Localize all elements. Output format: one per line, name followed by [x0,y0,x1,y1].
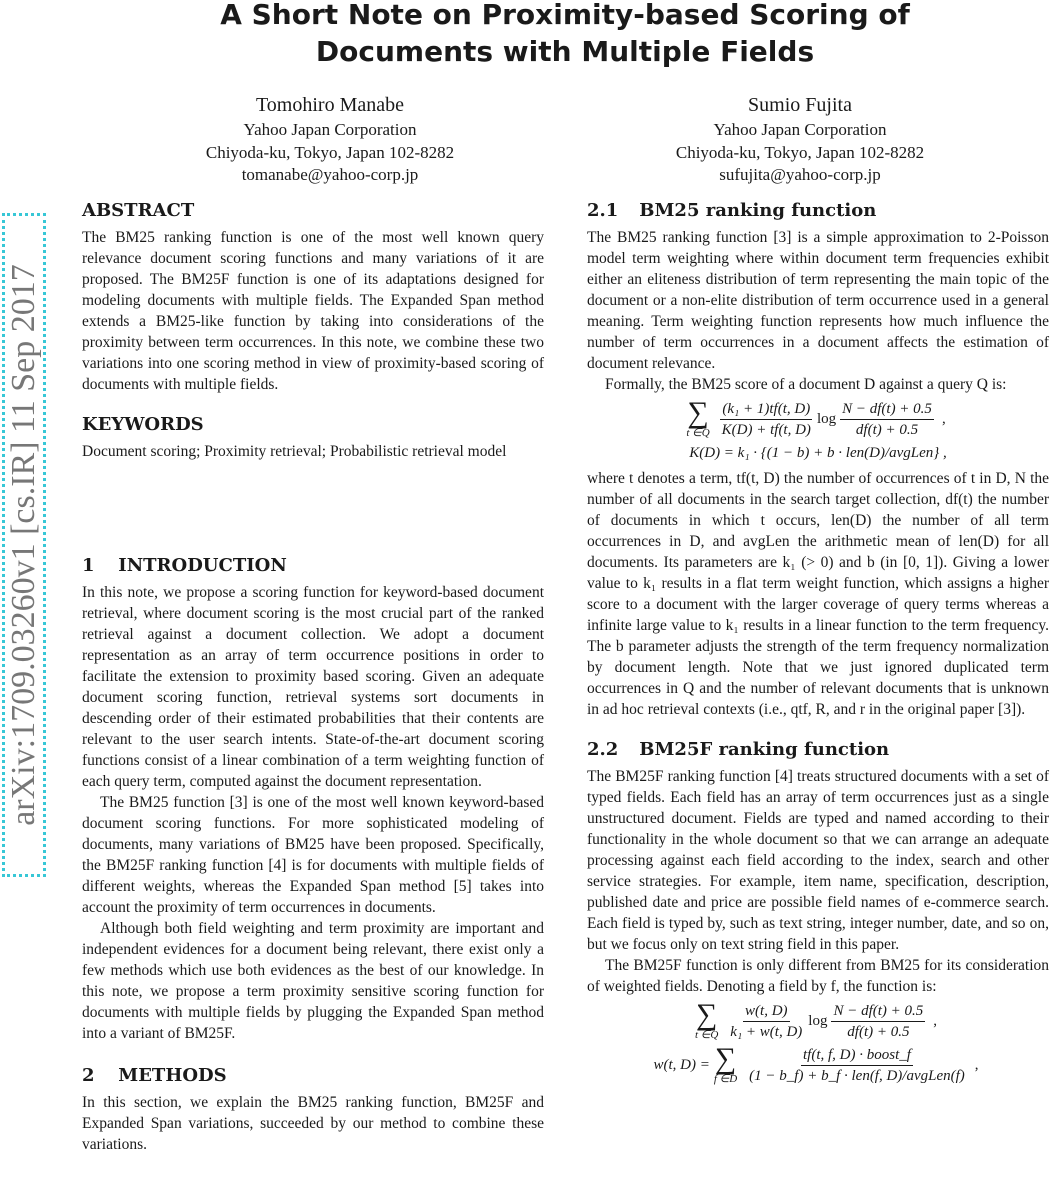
fraction [728,1002,804,1041]
abstract-text: The BM25 ranking function is one of the most well known query relevance document scoring functions and many variations of it are proposed. The BM25F function is one of its adaptations designed for modeling documents with multiple fields. The Expanded Span method extends a BM25-like function by taking into considerations of the proximity between term occurrences. In this note, we combine these two variations into one scoring method in view of proximity-based scoring of documents with multiple fields. [82,229,544,393]
fraction [720,400,813,439]
denominator: K(D) + tf(t, D) [721,421,811,438]
bm25f-paragraph-1: The BM25F ranking function [4] treats structured documents with a set of typed fields. Each field has an array of term occurrences just as a single unstructured document. Fields are typed and named according to their functionality in the whole document so that we can arrange an adequate processing against each field according to the index, search and other service strategies. For example, item name, specification, description, published date and price are possible field names of e-commerce search. Each field is typed by, such as text string, integer number, date, and so on, but we focus only on text string field in this paper. [587,768,1049,953]
summation-index: f ∈D [713,1073,738,1085]
numerator: N − df(t) + 0.5 [840,400,934,420]
keywords-text: Document scoring; Proximity retrieval; Probabilistic retrieval model [82,443,507,460]
denominator: k₁ + w(t, D) [730,1023,803,1040]
summation: ∑ t ∈Q [686,396,710,439]
bm25-score-equation [587,396,1049,439]
bm25f-score-equation [587,998,1049,1041]
arxiv-stamp-text: arXiv:1709.03260v1 [cs.IR] 11 Sep 2017 [5,264,42,826]
title-line-1: A Short Note on Proximity-based Scoring of [220,0,910,31]
author-block-2 [620,93,980,187]
section-number: 2 [82,1065,95,1086]
abstract-heading: ABSTRACT [82,200,195,221]
log-operator: log [808,1012,828,1029]
bm25-paragraph-3: where t denotes a term, tf(t, D) the number of occurrences of t in D, N the number of all documents in the search target collection, df(t) the number of documents in which t occurs, len(D) the number of all term occurrences in D, and avgLen the arithmetic mean of len(D) for all documents. Its parameters are k₁ (> 0) and b (in [0, 1]). Giving a lower value to k₁ results in a flat term weight function, which assigns a higher score to a document with the larger coverage of query terms whereas a infinite large value to k₁ results in a linear function to the term frequency. The b parameter adjusts the strength of the term frequency normalization by document length. Note that we just ignored duplicated term occurrences in Q and the number of relevant documents that is unknown in ad hoc retrieval contexts (i.e., qtf, R, and r in the original paper [3]). [587,470,1049,718]
author-name: Tomohiro Manabe [255,94,404,116]
fraction [831,1002,925,1041]
author-block-1 [150,93,510,187]
methods-heading [82,1064,544,1088]
bm25f-heading [587,738,1049,762]
equation-tail: , [974,1056,979,1073]
fraction [747,1046,967,1085]
right-column [587,199,1049,1089]
numerator: tf(t, f, D) · boost_f [801,1046,913,1066]
author-address: Chiyoda-ku, Tokyo, Japan 102-8282 [675,142,925,162]
section-title: METHODS [118,1065,227,1086]
equation-tail: , [933,1012,938,1029]
author-email[interactable]: sufujita@yahoo-corp.jp [719,165,881,184]
title-line-2: Documents with Multiple Fields [315,35,815,68]
section-number: 1 [82,555,95,576]
section-title: INTRODUCTION [118,555,287,576]
introduction-heading [82,554,544,578]
summation-index: t ∈Q [694,1029,719,1041]
field-weight-equation [587,1042,1049,1085]
summation-index: t ∈Q [686,427,710,439]
k-definition-equation: K(D) = k₁ · {(1 − b) + b · len(D)/avgLen} , [689,445,947,461]
paper-title [80,0,1050,70]
arxiv-stamp [2,213,46,877]
keywords-heading: KEYWORDS [82,414,204,435]
bm25-heading [587,199,1049,223]
denominator: (1 − b_f) + b_f · len(f, D)/avgLen(f) [749,1067,965,1084]
intro-paragraph-2: The BM25 function [3] is one of the most well known keyword-based document scoring functions. For more sophisticated modeling of documents, many variations of BM25 have been proposed. Specifically, the BM25F ranking function [4] is for documents with multiple fields of different weights, whereas the Expanded Span method [5] takes into account the proximity of term occurrences in documents. [82,794,544,916]
intro-paragraph-1: In this note, we propose a scoring function for keyword-based document retrieval, where document scoring is the most crucial part of the ranked retrieval against a document collection. We adopt a document representation as an array of term occurrence positions in order to facilitate the extension to proximity based scoring. Given an adequate document scoring function, retrieval systems sort documents in descending order of their estimated probabilities that their contents are relevant to the user search intents. State-of-the-art document scoring functions consist of a linear combination of a term weighting function of each query term, computed against the document representation. [82,584,544,790]
fraction [840,400,934,439]
summation: ∑ f ∈D [713,1042,738,1085]
methods-text: In this section, we explain the BM25 ranking function, BM25F and Expanded Span variations, succeeded by our method to combine these variations. [82,1094,544,1153]
author-email[interactable]: tomanabe@yahoo-corp.jp [241,165,419,184]
section-title: BM25 ranking function [639,200,877,221]
numerator: w(t, D) [743,1002,790,1022]
author-name: Sumio Fujita [748,94,852,116]
bm25-paragraph-2: Formally, the BM25 score of a document D against a query Q is: [605,376,1007,393]
numerator: N − df(t) + 0.5 [831,1002,925,1022]
bm25-paragraph-1: The BM25 ranking function [3] is a simple approximation to 2-Poisson model term weighting where within document term frequencies exhibit either an eliteness distribution of term representing the main topic of the document or a non-elite distribution of term occurrence used in a general meaning. Term weighting function represents how much influence the number of term occurrences in a document affects the estimation of document relevance. [587,229,1049,372]
denominator: df(t) + 0.5 [847,1023,910,1040]
numerator: (k₁ + 1)tf(t, D) [720,400,812,420]
section-number: 2.2 [587,739,619,760]
author-affiliation: Yahoo Japan Corporation [713,120,887,139]
summation: ∑ t ∈Q [694,998,719,1041]
log-operator: log [816,410,837,427]
author-address: Chiyoda-ku, Tokyo, Japan 102-8282 [205,142,455,162]
section-number: 2.1 [587,200,619,221]
denominator: df(t) + 0.5 [855,421,919,438]
intro-paragraph-3: Although both field weighting and term proximity are important and independent evidences for a document being relevant, there exist only a few methods which use both evidences as the best of our knowledge. In this note, we propose a term proximity sensitive scoring function for documents with multiple fields by plugging the Expanded Span method into a variant of BM25F. [82,920,544,1042]
bm25f-paragraph-2: The BM25F function is only different from BM25 for its consideration of weighted fields. Denoting a field by f, the function is: [587,957,1049,995]
equation-lhs: w(t, D) = [653,1056,710,1073]
section-title: BM25F ranking function [639,739,890,760]
equation-tail: , [941,410,946,427]
author-affiliation: Yahoo Japan Corporation [243,120,417,139]
left-column [82,199,544,1155]
